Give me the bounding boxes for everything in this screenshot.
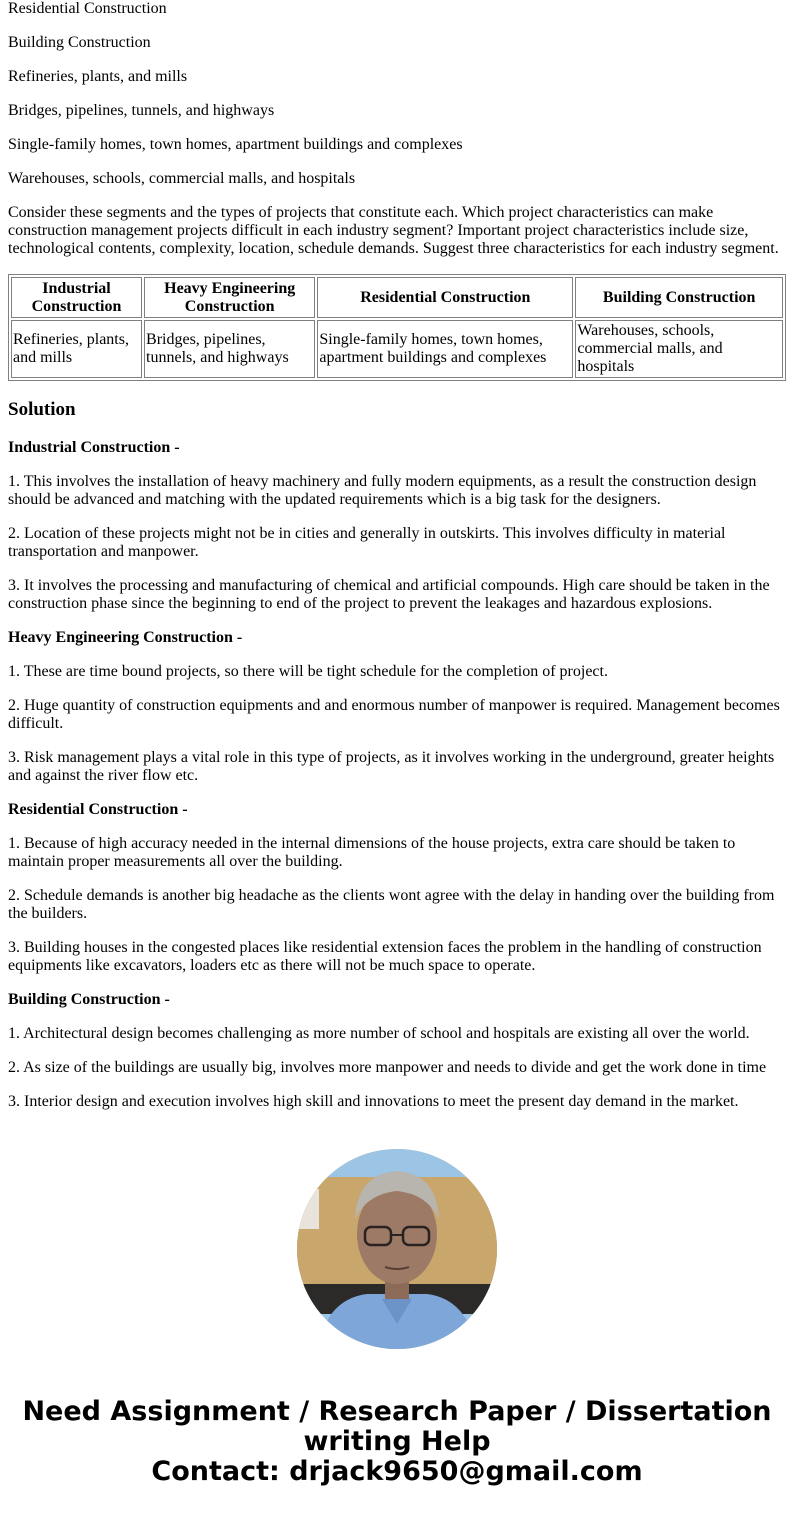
- contact-line: Contact: drjack9650@gmail.com: [151, 1456, 643, 1487]
- table-cell: Single-family homes, town homes, apartment buildings and complexes: [317, 320, 573, 378]
- section-title: Industrial Construction -: [8, 439, 180, 456]
- section-point: 3. It involves the processing and manufacturing of chemical and artificial compounds. High care should be taken in the construction phase since the beginning to end of the project to prevent the leakages and hazardous explosions.: [8, 577, 770, 612]
- section-residential: [8, 801, 786, 975]
- section-title: Heavy Engineering Construction -: [8, 629, 243, 646]
- table-row: [11, 320, 783, 378]
- avatar: [297, 1149, 497, 1349]
- intro-line: Bridges, pipelines, tunnels, and highways: [8, 102, 275, 119]
- section-point: 2. Schedule demands is another big headache as the clients wont agree with the delay in handing over the building from the builders.: [8, 887, 775, 922]
- solution-heading: Solution: [8, 399, 76, 420]
- section-building: [8, 991, 786, 1111]
- section-point: 1. These are time bound projects, so there will be tight schedule for the completion of project.: [8, 663, 608, 680]
- intro-line: Warehouses, schools, commercial malls, and hospitals: [8, 170, 356, 187]
- table-header-cell: Residential Construction: [317, 277, 573, 318]
- table-cell: Refineries, plants, and mills: [11, 320, 142, 378]
- table-header-cell: Building Construction: [575, 277, 783, 318]
- table-header-cell: Industrial Construction: [11, 277, 142, 318]
- intro-line: Building Construction: [8, 34, 151, 51]
- section-industrial: [8, 439, 786, 613]
- section-point: 2. Huge quantity of construction equipments and and enormous number of manpower is required. Management becomes difficult.: [8, 697, 780, 732]
- promo-line: Need Assignment / Research Paper / Dissertation writing Help: [22, 1396, 772, 1457]
- intro-line: Residential Construction: [8, 0, 167, 17]
- section-point: 2. Location of these projects might not be in cities and generally in outskirts. This involves difficulty in material transportation and manpower.: [8, 525, 726, 560]
- section-heavy-engineering: [8, 629, 786, 785]
- table-header-cell: Heavy Engineering Construction: [144, 277, 315, 318]
- section-point: 3. Interior design and execution involves high skill and innovations to meet the present day demand in the market.: [8, 1093, 739, 1110]
- section-point: 1. Because of high accuracy needed in the internal dimensions of the house projects, extra care should be taken to maintain proper measurements all over the building.: [8, 835, 736, 870]
- table-cell: Warehouses, schools, commercial malls, and hospitals: [575, 320, 783, 378]
- section-point: 1. Architectural design becomes challenging as more number of school and hospitals are existing all over the world.: [8, 1025, 750, 1042]
- section-point: 2. As size of the buildings are usually big, involves more manpower and needs to divide and get the work done in time: [8, 1059, 767, 1076]
- avatar-container: [0, 1149, 794, 1349]
- question-text: Consider these segments and the types of projects that constitute each. Which project characteristics can make construction management projects difficult in each industry segment? Important project characteristics include size, technological contents, complexity, location, schedule demands. Suggest three characteristics for each industry segment.: [8, 204, 779, 257]
- intro-line: Single-family homes, town homes, apartment buildings and complexes: [8, 136, 463, 153]
- section-title: Residential Construction -: [8, 801, 188, 818]
- table-cell: Bridges, pipelines, tunnels, and highways: [144, 320, 315, 378]
- section-point: 3. Risk management plays a vital role in this type of projects, as it involves working in the underground, greater heights and against the river flow etc.: [8, 749, 775, 784]
- intro-line: Refineries, plants, and mills: [8, 68, 188, 85]
- table-header-row: [11, 277, 783, 318]
- section-title: Building Construction -: [8, 991, 170, 1008]
- section-point: 3. Building houses in the congested places like residential extension faces the problem in the handling of construction equipments like excavators, loaders etc as there will not be much space to operate.: [8, 939, 762, 974]
- promo-footer: [0, 1397, 794, 1515]
- person-photo-icon: [297, 1149, 497, 1349]
- section-point: 1. This involves the installation of heavy machinery and fully modern equipments, as a result the construction design should be advanced and matching with the updated requirements which is a big task for the designers.: [8, 473, 757, 508]
- segments-table: [8, 274, 786, 381]
